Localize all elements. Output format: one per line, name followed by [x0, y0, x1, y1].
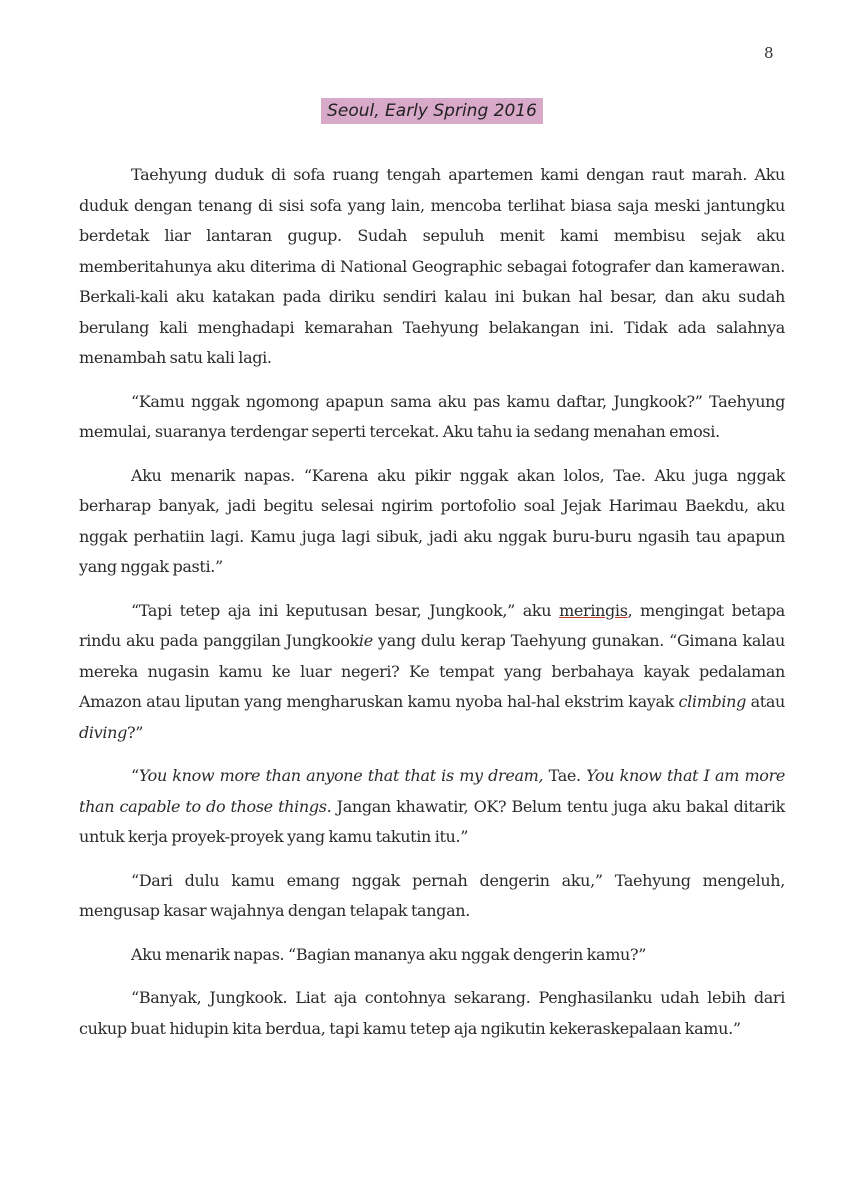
text-run: “ [131, 766, 139, 785]
paragraph [79, 387, 785, 448]
text-run: ?” [126, 722, 144, 742]
paragraph [79, 461, 785, 583]
paragraph [79, 160, 785, 374]
text-run: atau [746, 692, 785, 711]
chapter-heading: Seoul, Early Spring 2016 [321, 98, 543, 124]
paragraph [79, 761, 785, 853]
text-run: climbing [678, 692, 747, 711]
paragraph [79, 866, 785, 927]
text-run: yang dulu kerap Taehyung gunakan. “Gimana kalau mereka nugasin kamu ke luar negeri? Ke tempat yang berbahaya kayak pedalaman Amazon atau liputan yang mengharuskan kamu nyoba hal-hal ekstrim kayak [79, 631, 785, 711]
text-run: Jangan khawatir, OK? Belum tentu juga aku bakal ditarik untuk kerja proyek-proyek yang kamu takutin itu.” [79, 796, 785, 846]
text-run: diving [79, 722, 127, 742]
text-run: “Kamu nggak ngomong apapun sama aku pas kamu daftar, Jungkook?” Taehyung memulai, suaranya terdengar seperti tercekat. Aku tahu ia sedang menahan emosi. [79, 391, 785, 441]
text-run: ie [358, 631, 373, 650]
text-run: “Tapi tetep aja ini keputusan besar, Jungkook,” aku [131, 600, 560, 620]
text-run: Aku menarik napas. “Bagian mananya aku nggak dengerin kamu?” [131, 944, 647, 964]
text-run: “Banyak, Jungkook. Liat aja contohnya sekarang. Penghasilanku udah lebih dari cukup buat hidupin kita berdua, tapi kamu tetep aja ngikutin kekeraskepalaan kamu.” [79, 988, 785, 1038]
text-run: “Dari dulu kamu emang nggak pernah dengerin aku,” Taehyung mengeluh, mengusap kasar wajahnya dengan telapak tangan. [79, 870, 785, 920]
paragraph [79, 983, 785, 1044]
paragraph [79, 596, 785, 749]
chapter-heading-wrap [0, 98, 864, 124]
page-number: 8 [764, 44, 774, 62]
story-body [79, 160, 785, 1057]
text-run: Aku menarik napas. “Karena aku pikir nggak akan lolos, Tae. Aku juga nggak berharap banyak, jadi begitu selesai ngirim portofolio soal Jejak Harimau Baekdu, aku nggak perhatiin lagi. Kamu juga lagi sibuk, jadi aku nggak buru-buru ngasih tau apapun yang nggak pasti.” [79, 465, 785, 576]
text-run: You know more than anyone that that is my dream, [138, 766, 544, 785]
text-run: Tae. [543, 766, 587, 785]
text-run: Taehyung duduk di sofa ruang tengah apartemen kami dengan raut marah. Aku duduk dengan tenang di sisi sofa yang lain, mencoba terlihat biasa saja meski jantungku berdetak liar lantaran gugup. Sudah sepuluh menit kami membisu sejak aku memberitahunya aku diterima di National Geographic sebagai fotografer dan kamerawan. Berkali-kali aku katakan pada diriku sendiri kalau ini bukan hal besar, dan aku sudah berulang kali menghadapi kemarahan Taehyung belakangan ini. Tidak ada salahnya menambah satu kali lagi. [79, 165, 785, 367]
text-run: , mengingat betapa rindu aku pada panggilan Jungkook [79, 600, 785, 650]
paragraph [79, 940, 785, 971]
text-run: meringis [559, 600, 628, 620]
text-run: You know that I am more than capable to do those things. [79, 766, 785, 816]
